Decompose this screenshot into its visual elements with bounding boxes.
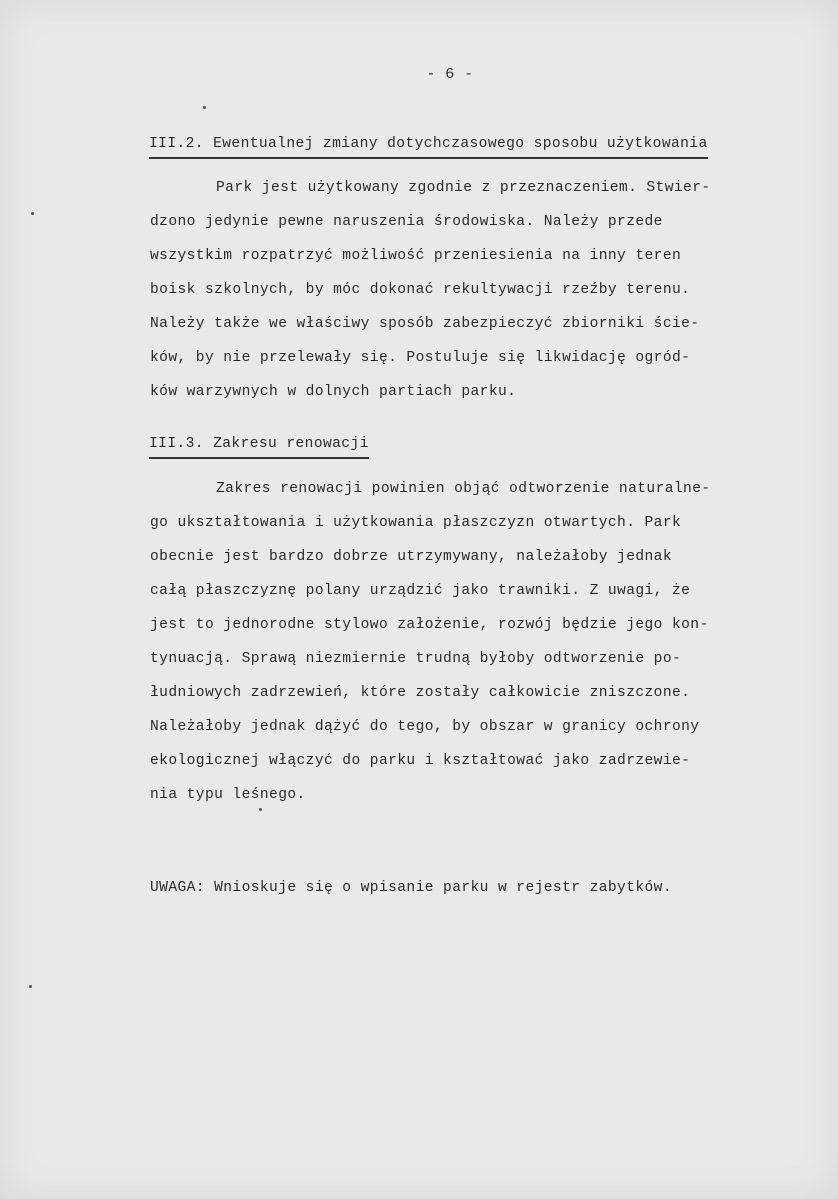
paragraph-line: jest to jednorodne stylowo założenie, rozwój będzie jego kon- xyxy=(150,617,709,633)
paragraph-line: ków, by nie przelewały się. Postuluje się likwidację ogród- xyxy=(150,350,691,366)
paragraph-section-iii-2 xyxy=(150,171,790,409)
paragraph-line: łudniowych zadrzewień, które zostały całkowicie zniszczone. xyxy=(150,685,691,701)
paragraph-line: tynuacją. Sprawą niezmiernie trudną byłoby odtworzenie po- xyxy=(150,651,682,667)
section-heading-iii-3 xyxy=(149,436,369,459)
paragraph-line: Należy także we właściwy sposób zabezpieczyć zbiorniki ście- xyxy=(150,316,700,332)
margin-speck xyxy=(29,985,32,988)
margin-speck xyxy=(259,808,262,811)
paragraph-line: ków warzywnych w dolnych partiach parku. xyxy=(150,384,517,400)
paragraph-line: wszystkim rozpatrzyć możliwość przeniesienia na inny teren xyxy=(150,248,682,264)
section-heading-text: III.2. Ewentualnej zmiany dotychczasowego sposobu użytkowania xyxy=(149,136,708,159)
paragraph-line: dzono jedynie pewne naruszenia środowiska. Należy przede xyxy=(150,214,663,230)
paragraph-line: boisk szkolnych, by móc dokonać rekultywacji rzeźby terenu. xyxy=(150,282,691,298)
paragraph-line: nia typu leśnego. xyxy=(150,787,306,803)
paragraph-section-iii-3 xyxy=(150,472,790,812)
paragraph-line: Należałoby jednak dążyć do tego, by obszar w granicy ochrony xyxy=(150,719,700,735)
paragraph-line: obecnie jest bardzo dobrze utrzymywany, należałoby jednak xyxy=(150,549,672,565)
paragraph-line: całą płaszczyznę polany urządzić jako trawniki. Z uwagi, że xyxy=(150,583,691,599)
note-uwaga: UWAGA: Wnioskuje się o wpisanie parku w rejestr zabytków. xyxy=(150,880,672,896)
paragraph-line: Zakres renowacji powinien objąć odtworzenie naturalne- xyxy=(216,481,711,497)
paragraph-line: go ukształtowania i użytkowania płaszczyzn otwartych. Park xyxy=(150,515,682,531)
paragraph-line: Park jest użytkowany zgodnie z przeznaczeniem. Stwier- xyxy=(216,180,711,196)
page-number: - 6 - xyxy=(426,66,474,83)
section-heading-text: III.3. Zakresu renowacji xyxy=(149,436,369,459)
margin-speck xyxy=(203,106,206,109)
paragraph-line: ekologicznej włączyć do parku i kształtować jako zadrzewie- xyxy=(150,753,691,769)
section-heading-iii-2 xyxy=(149,136,708,159)
margin-speck xyxy=(31,212,34,215)
